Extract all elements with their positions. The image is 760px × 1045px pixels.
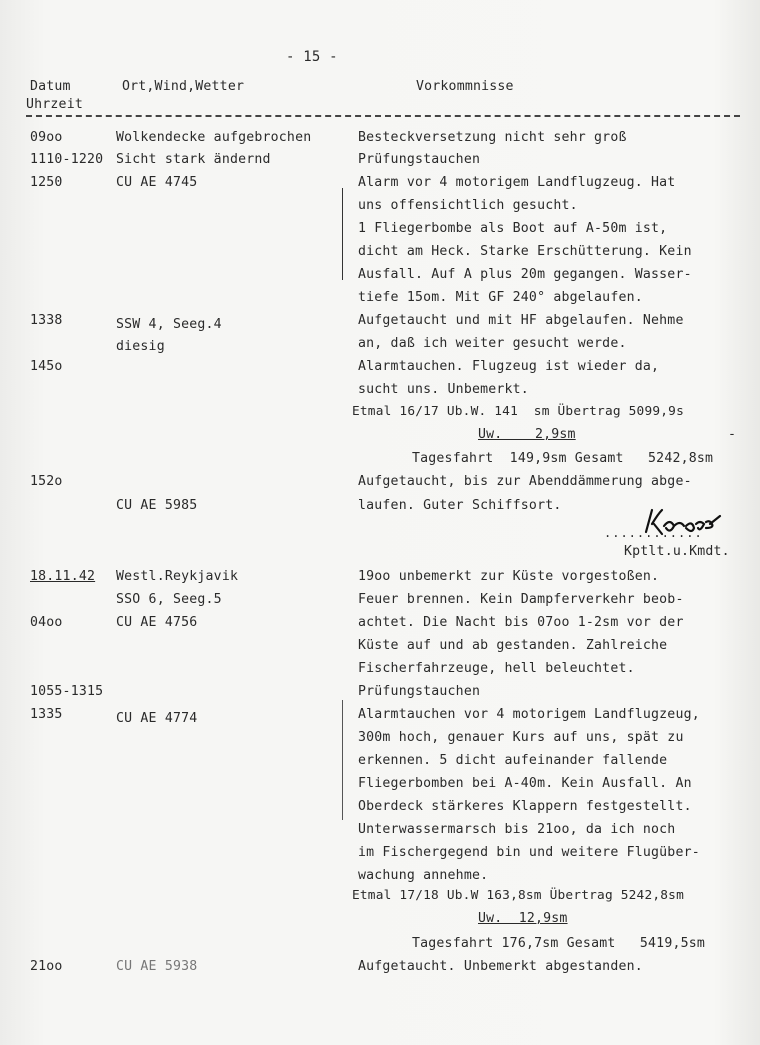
- entry-text: Alarm vor 4 motorigem Landflugzeug. Hat: [358, 175, 676, 190]
- daily-distance: Tagesfahrt 176,7sm Gesamt 5419,5sm: [412, 936, 706, 951]
- entry-location: CU AE 5938: [116, 959, 198, 974]
- etmal-line: Etmal 16/17 Ub.W. 141 sm Übertrag 5099,9s: [352, 404, 684, 419]
- entry-text: an, daß ich weiter gesucht werde.: [358, 336, 627, 351]
- entry-text: laufen. Guter Schiffsort.: [358, 498, 562, 513]
- entry-location: SSW 4, Seeg.4: [116, 317, 222, 332]
- entry-text: Unterwassermarsch bis 21oo, da ich noch: [358, 822, 676, 837]
- entry-text: sucht uns. Unbemerkt.: [358, 382, 529, 397]
- daily-distance: Tagesfahrt 149,9sm Gesamt 5242,8sm: [412, 451, 714, 466]
- entry-text: Aufgetaucht, bis zur Abenddämmerung abge-: [358, 474, 692, 489]
- entry-location: CU AE 5985: [116, 498, 198, 513]
- entry-location: CU AE 4774: [116, 711, 198, 726]
- entry-text: Fischerfahrzeuge, hell beleuchtet.: [358, 661, 635, 676]
- entry-text: Küste auf und ab gestanden. Zahlreiche: [358, 638, 668, 653]
- entry-text: Oberdeck stärkeres Klappern festgestellt.: [358, 799, 692, 814]
- entry-text: Aufgetaucht und mit HF abgelaufen. Nehme: [358, 313, 684, 328]
- entry-location: SSO 6, Seeg.5: [116, 592, 222, 607]
- entry-text: Ausfall. Auf A plus 20m gegangen. Wasser-: [358, 267, 692, 282]
- entry-text: wachung annehme.: [358, 868, 489, 883]
- entry-text: Fliegerbomben bei A-40m. Kein Ausfall. An: [358, 776, 692, 791]
- entry-date: 18.11.42: [30, 569, 96, 584]
- entry-text: 1 Fliegerbombe als Boot auf A-50m ist,: [358, 221, 668, 236]
- entry-time: 1110-1220: [30, 152, 104, 167]
- header-time: Uhrzeit: [26, 97, 83, 112]
- entry-text: Alarmtauchen. Flugzeug ist wieder da,: [358, 359, 660, 374]
- entry-text: dicht am Heck. Starke Erschütterung. Kein: [358, 244, 692, 259]
- underwater-distance: Uw. 2,9sm: [478, 427, 576, 442]
- entry-text: Prüfungstauchen: [358, 684, 481, 699]
- entry-location: Westl.Reykjavik: [116, 569, 239, 584]
- entry-time: 1335: [30, 707, 63, 722]
- entry-time: 152o: [30, 474, 63, 489]
- entry-text: uns offensichtlich gesucht.: [358, 198, 578, 213]
- underwater-distance: Uw. 12,9sm: [478, 911, 568, 926]
- signature-dots: ............: [604, 526, 703, 540]
- entry-time: 04oo: [30, 615, 63, 630]
- entry-location: Sicht stark ändernd: [116, 152, 271, 167]
- entry-time: 1250: [30, 175, 63, 190]
- etmal-line: Etmal 17/18 Ub.W 163,8sm Übertrag 5242,8sm: [352, 888, 684, 903]
- header-events: Vorkommnisse: [416, 79, 514, 94]
- entry-time: 1055-1315: [30, 684, 104, 699]
- entry-time: 09oo: [30, 130, 63, 145]
- entry-text: 19oo unbemerkt zur Küste vorgestoßen.: [358, 569, 660, 584]
- entry-location: Wolkendecke aufgebrochen: [116, 130, 312, 145]
- entry-text: Prüfungstauchen: [358, 152, 481, 167]
- entry-text: im Fischergegend bin und weitere Flugüber-: [358, 845, 700, 860]
- entry-location: CU AE 4745: [116, 175, 198, 190]
- entry-text: Aufgetaucht. Unbemerkt abgestanden.: [358, 959, 643, 974]
- entry-location: CU AE 4756: [116, 615, 198, 630]
- entry-text: erkennen. 5 dicht aufeinander fallende: [358, 753, 668, 768]
- rule-dash: -: [728, 427, 737, 442]
- margin-bar: [342, 700, 343, 820]
- handwritten-signature: [640, 502, 722, 542]
- entry-location: diesig: [116, 339, 165, 354]
- header-divider: [26, 115, 740, 117]
- signature-title: Kptlt.u.Kmdt.: [624, 544, 730, 559]
- entry-text: achtet. Die Nacht bis 07oo 1-2sm vor der: [358, 615, 684, 630]
- entry-time: 21oo: [30, 959, 63, 974]
- header-date: Datum: [30, 79, 71, 94]
- page-number: - 15 -: [286, 49, 338, 65]
- entry-text: Alarmtauchen vor 4 motorigem Landflugzeug,: [358, 707, 700, 722]
- header-place-wind-weather: Ort,Wind,Wetter: [122, 79, 245, 94]
- margin-bar: [342, 188, 343, 280]
- entry-text: Feuer brennen. Kein Dampferverkehr beob-: [358, 592, 684, 607]
- entry-time: 1338: [30, 313, 63, 328]
- entry-text: Besteckversetzung nicht sehr groß: [358, 130, 627, 145]
- entry-text: tiefe 15om. Mit GF 240° abgelaufen.: [358, 290, 643, 305]
- entry-time: 145o: [30, 359, 63, 374]
- entry-text: 300m hoch, genauer Kurs auf uns, spät zu: [358, 730, 684, 745]
